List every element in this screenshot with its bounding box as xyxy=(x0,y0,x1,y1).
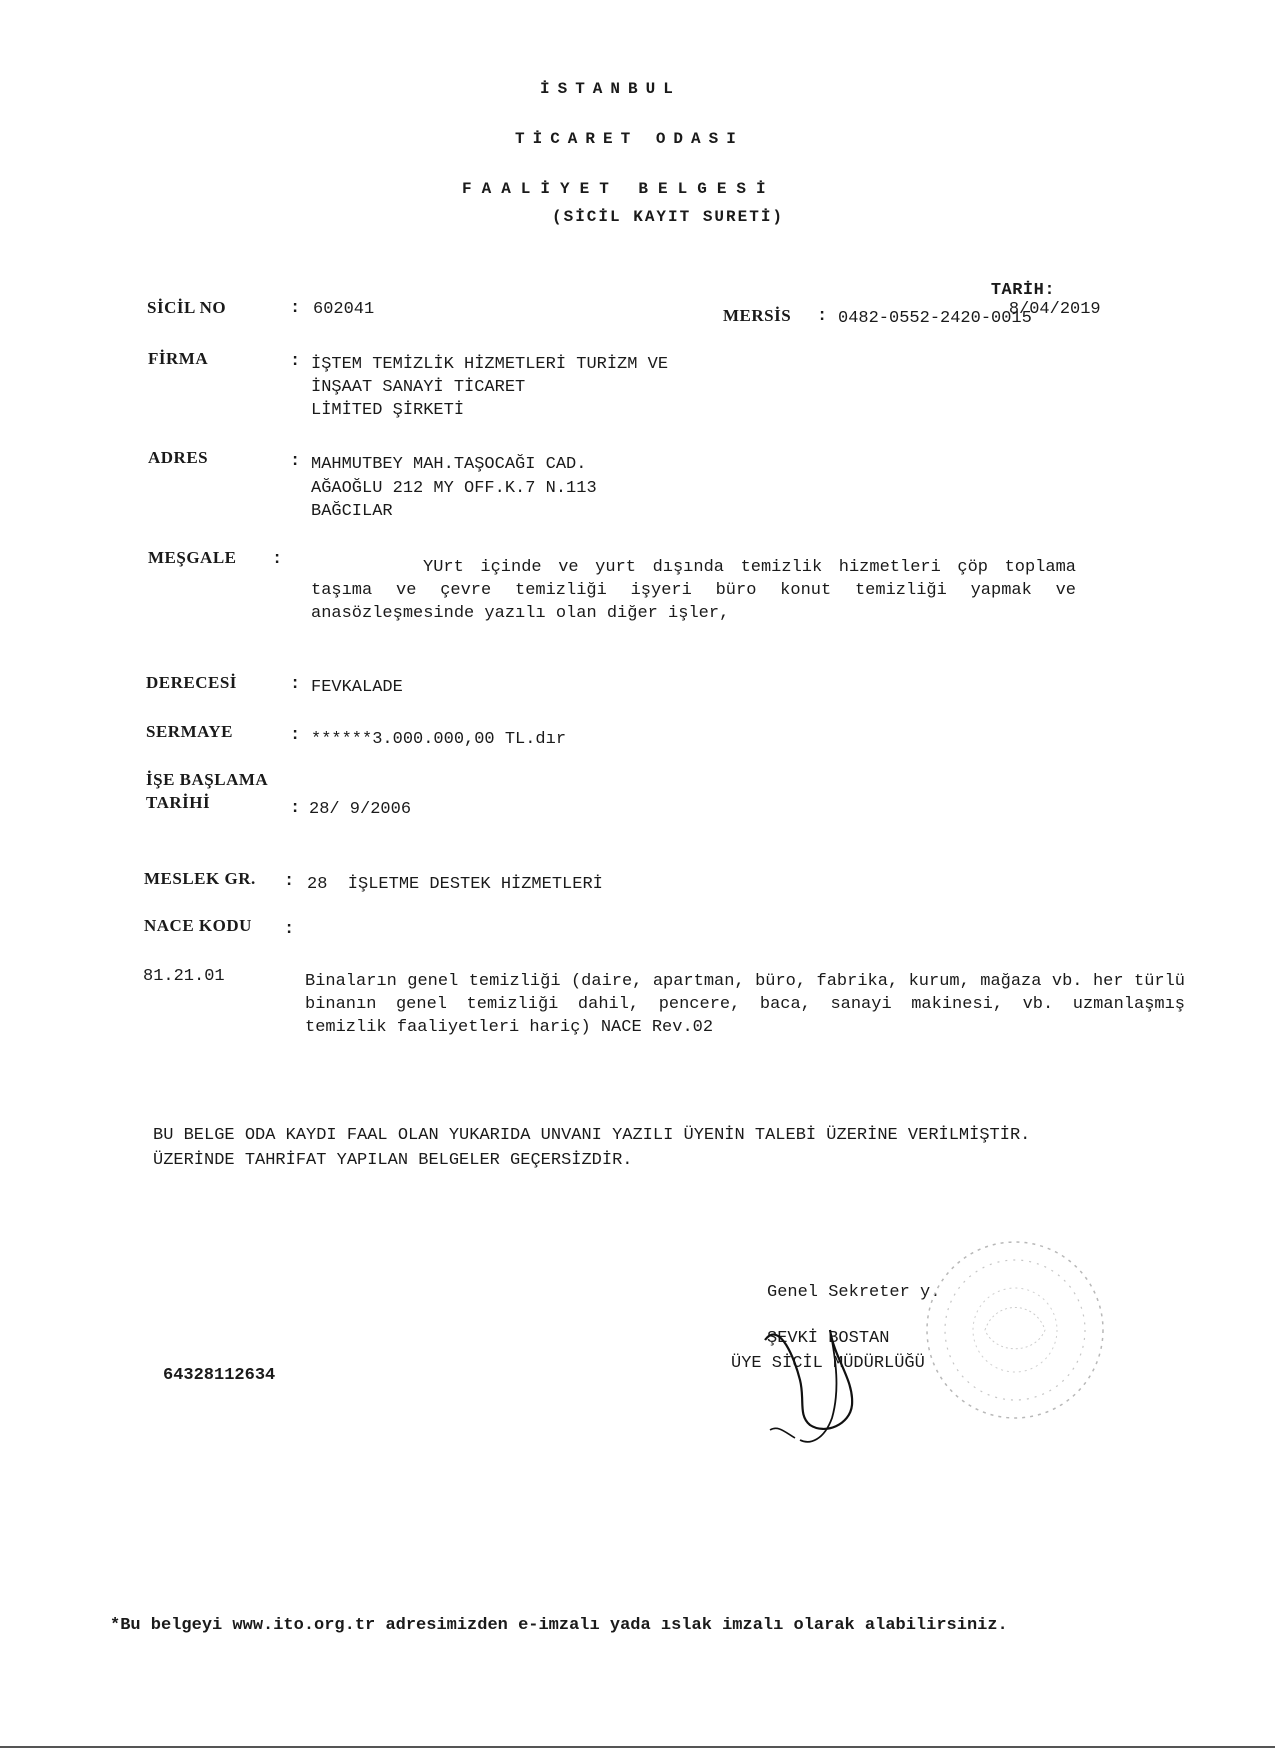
ise-baslama-label-2: TARİHİ xyxy=(146,793,211,812)
mesgale-colon: : xyxy=(272,550,283,569)
ise-baslama-label-1: İŞE BAŞLAMA xyxy=(146,770,269,789)
sermaye-colon: : xyxy=(290,726,301,745)
header-doc-title: FAALİYET BELGESİ xyxy=(462,180,776,198)
adres-label: ADRES xyxy=(148,448,209,467)
mesgale-label: MEŞGALE xyxy=(148,548,237,567)
firma-line-2: İNŞAAT SANAYİ TİCARET xyxy=(311,378,526,397)
validity-notice: BU BELGE ODA KAYDI FAAL OLAN YUKARIDA UNVANI YAZILI ÜYENİN TALEBİ ÜZERİNE VERİLMİŞTİR. ÜZERİNDE TAHRİFAT YAPILAN BELGELER GEÇERSİZDİR. xyxy=(153,1126,1031,1170)
mersis-value: 0482-0552-2420-0015 xyxy=(838,309,1032,328)
header-doc-subtitle: (SİCİL KAYIT SURETİ) xyxy=(552,208,785,226)
firma-label: FİRMA xyxy=(148,349,209,368)
meslek-gr-label: MESLEK GR. xyxy=(144,869,256,888)
signature-title: Genel Sekreter y. xyxy=(767,1283,941,1302)
firma-line-1: İŞTEM TEMİZLİK HİZMETLERİ TURİZM VE xyxy=(311,355,669,374)
ise-baslama-colon: : xyxy=(290,799,301,818)
derecesi-label: DERECESİ xyxy=(146,673,237,692)
header-city: İSTANBUL xyxy=(540,80,681,98)
nace-code: 81.21.01 xyxy=(143,967,225,986)
nace-description: Binaların genel temizliği (daire, apartman, büro, fabrika, kurum, mağaza vb. her türlü binanın genel temizliği dahil, pencere, baca, sanayi makinesi, vb. uzmanlaşmış temizlik faaliyetleri hariç) NACE Rev.02 xyxy=(305,972,1185,1037)
mersis-colon: : xyxy=(817,307,828,326)
ise-baslama-value: 28/ 9/2006 xyxy=(309,800,412,819)
adres-line-3: BAĞCILAR xyxy=(311,502,393,521)
adres-line-2: AĞAOĞLU 212 MY OFF.K.7 N.113 xyxy=(311,479,597,498)
firma-line-3: LİMİTED ŞİRKETİ xyxy=(311,401,465,420)
mersis-label: MERSİS xyxy=(723,306,792,325)
signature-department: ÜYE SİCİL MÜDÜRLÜĞÜ xyxy=(731,1354,925,1373)
page-bottom-edge xyxy=(0,1746,1275,1748)
derecesi-colon: : xyxy=(290,675,301,694)
date-value: 8/04/2019 xyxy=(1008,300,1101,319)
adres-line-1: MAHMUTBEY MAH.TAŞOCAĞI CAD. xyxy=(311,455,587,474)
footer-note: *Bu belgeyi www.ito.org.tr adresimizden e-imzalı yada ıslak imzalı olarak alabilirsiniz. xyxy=(110,1616,1008,1635)
sermaye-label: SERMAYE xyxy=(146,722,233,741)
signature-name: ŞEVKİ BOSTAN xyxy=(767,1329,890,1348)
handwritten-signature xyxy=(740,1300,900,1450)
header-chamber: TİCARET ODASI xyxy=(515,130,744,148)
reference-number: 64328112634 xyxy=(163,1366,276,1385)
meslek-gr-colon: : xyxy=(284,872,295,891)
sermaye-value: ******3.000.000,00 TL.dır xyxy=(311,730,567,749)
nace-kodu-colon: : xyxy=(284,920,295,939)
meslek-gr-value: 28 İŞLETME DESTEK HİZMETLERİ xyxy=(307,875,603,894)
official-seal-stamp xyxy=(915,1230,1115,1430)
sicil-no-label: SİCİL NO xyxy=(147,298,227,317)
nace-kodu-label: NACE KODU xyxy=(144,916,252,935)
date-label: TARİH: xyxy=(990,281,1056,300)
firma-colon: : xyxy=(290,352,301,371)
mesgale-text: YUrt içinde ve yurt dışında temizlik hizmetleri çöp toplama taşıma ve çevre temizliği işyeri büro konut temizliği yapmak ve anasözleşmesinde yazılı olan diğer işler, xyxy=(311,558,1076,623)
derecesi-value: FEVKALADE xyxy=(311,678,403,697)
sicil-no-colon: : xyxy=(290,299,301,318)
sicil-no-value: 602041 xyxy=(313,300,375,319)
adres-colon: : xyxy=(290,452,301,471)
